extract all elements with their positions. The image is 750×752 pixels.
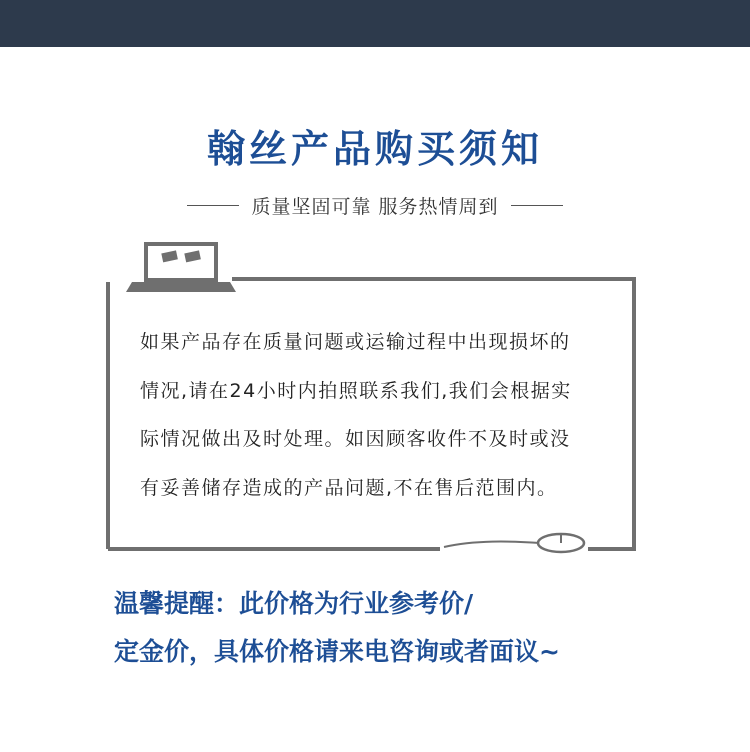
notice-text-line: 情况,请在24小时内拍照联系我们,我们会根据实 [140,379,572,402]
laptop-icon [126,244,236,292]
price-reminder-line: 温馨提醒：此价格为行业参考价/ [114,589,474,618]
notice-text-line: 际情况做出及时处理。如因顾客收件不及时或没 [140,428,571,450]
notice-text-line: 有妥善储存造成的产品问题,不在售后范围内。 [140,476,558,499]
mouse-icon [444,534,584,552]
page-title: 翰丝产品购买须知 [206,127,543,171]
page-subtitle: 质量坚固可靠 服务热情周到 [251,195,499,218]
notice-text-line: 如果产品存在质量问题或运输过程中出现损坏的 [140,331,571,353]
purchase-notice-text [140,318,620,512]
price-reminder [114,580,734,676]
price-reminder-line: 定金价，具体价格请来电咨询或者面议~ [114,637,560,666]
